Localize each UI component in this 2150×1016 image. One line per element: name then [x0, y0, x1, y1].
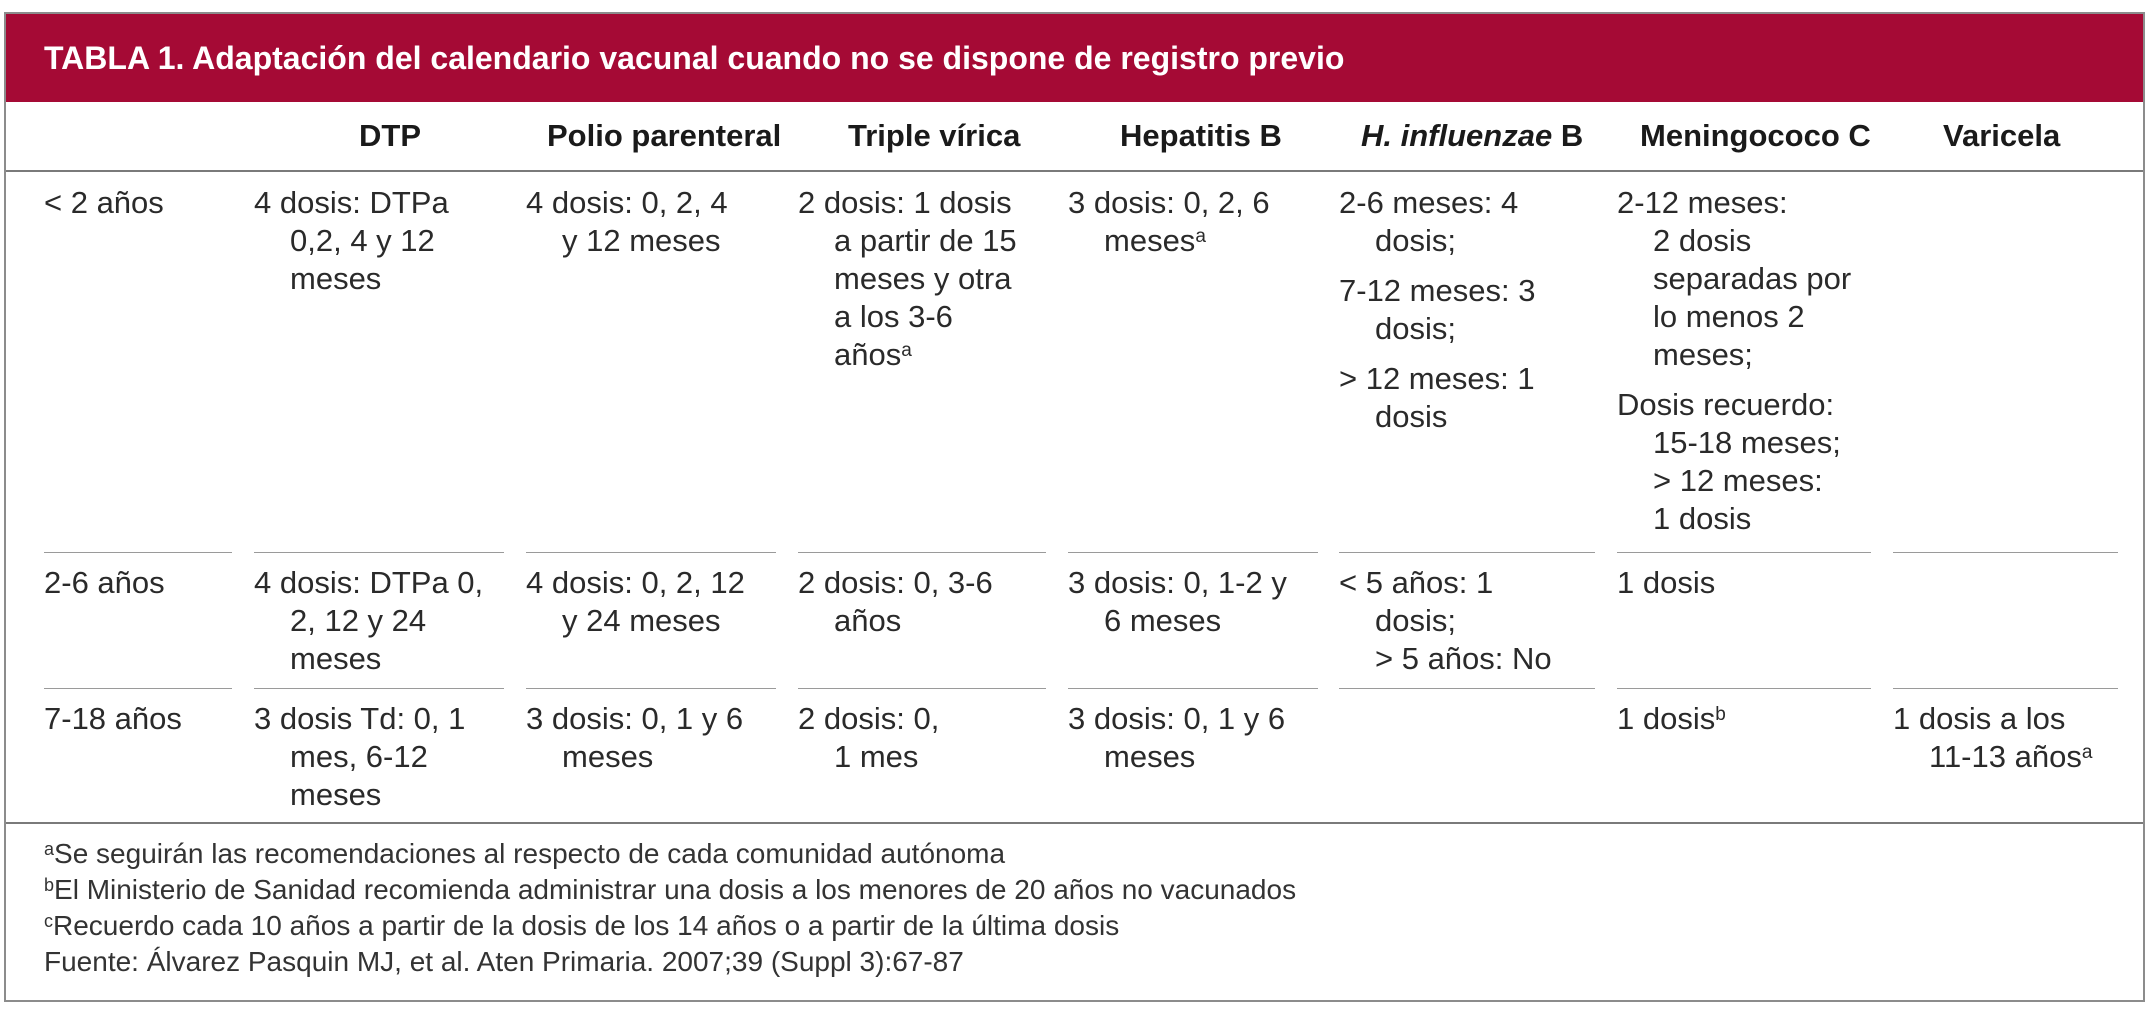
- cell-line: y 12 meses: [562, 223, 721, 258]
- cell-line: dosis;: [1375, 311, 1456, 346]
- header-rule: [6, 170, 2143, 172]
- cell-line: y 24 meses: [562, 603, 721, 638]
- cell-r3-mening: [1617, 700, 1726, 738]
- footnote-source: Fuente: Álvarez Pasquin MJ, et al. Aten Primaria. 2007;39 (Suppl 3):67-87: [44, 946, 964, 977]
- cell-line: 4 dosis: 0, 2, 4: [526, 185, 728, 220]
- row-rule: [526, 552, 776, 553]
- cell-line: lo menos 2: [1653, 299, 1805, 334]
- cell-line: 3 dosis: 0, 1 y 6: [526, 701, 744, 736]
- cell-line: meses: [290, 261, 382, 296]
- col-header-h-influenzae-b: B: [1560, 118, 1584, 153]
- row-label-2-6: 2-6 años: [44, 565, 165, 600]
- footnote-text: El Ministerio de Sanidad recomienda administrar una dosis a los menores de 20 años no vacunados: [54, 874, 1297, 905]
- row-rule: [1617, 552, 1871, 553]
- col-header-meningococo-c: Meningococo C: [1640, 118, 1871, 153]
- cell-line: meses: [290, 641, 382, 676]
- col-header-varicela: Varicela: [1943, 118, 2061, 153]
- footnote-text: Se seguirán las recomendaciones al respecto de cada comunidad autónoma: [54, 838, 1006, 869]
- cell-line: 6 meses: [1104, 603, 1222, 638]
- cell-line: separadas por: [1653, 261, 1852, 296]
- cell-r3-hepb: [1068, 700, 1285, 776]
- cell-line: 2 dosis: [1653, 223, 1752, 258]
- col-header-triple-virica: Triple vírica: [848, 118, 1021, 153]
- footnote-text: Recuerdo cada 10 años a partir de la dosis de los 14 años o a partir de la última dosis: [53, 910, 1120, 941]
- row-rule: [44, 688, 232, 689]
- cell-line: 15-18 meses;: [1653, 425, 1841, 460]
- table-frame: [4, 12, 2145, 1002]
- cell-line: 1 dosis a los: [1893, 701, 2066, 736]
- cell-r1-dtp: [254, 184, 449, 298]
- cell-line: meses: [1104, 739, 1196, 774]
- row-rule: [254, 552, 504, 553]
- footnote-marker: a: [901, 339, 912, 361]
- cell-line: [1893, 738, 2092, 776]
- cell-line: meses: [290, 777, 382, 812]
- cell-text: 11-13 años: [1929, 739, 2082, 774]
- row-label-lt2: < 2 años: [44, 185, 164, 220]
- cell-r1-mening: [1617, 184, 1851, 538]
- footnote-marker: a: [1195, 225, 1206, 247]
- cell-text: 1 dosis: [1617, 701, 1716, 736]
- footnote-marker: a: [44, 838, 55, 859]
- row-rule: [254, 688, 504, 689]
- cell-line: 3 dosis: 0, 2, 6: [1068, 185, 1270, 220]
- col-header-h-influenzae-italic: H. influenzae: [1361, 118, 1553, 153]
- row-rule: [1893, 688, 2118, 689]
- cell-line: dosis;: [1375, 223, 1456, 258]
- col-header-polio: Polio parenteral: [547, 118, 782, 153]
- footnote-marker: a: [2081, 741, 2093, 763]
- cell-line: 4 dosis: DTPa: [254, 185, 449, 220]
- cell-r3-varicela: [1893, 700, 2092, 776]
- cell-line: 4 dosis: 0, 2, 12: [526, 565, 745, 600]
- col-header-h-influenzae: [1361, 118, 1583, 154]
- footnote-marker: b: [44, 874, 55, 895]
- cell-text: años: [834, 337, 902, 372]
- footnote-rule: [6, 822, 2143, 824]
- cell-r2-dtp: [254, 564, 483, 678]
- cell-line: 3 dosis Td: 0, 1: [254, 701, 466, 736]
- cell-r2-mening: [1617, 564, 1715, 602]
- cell-line: a partir de 15: [834, 223, 1017, 258]
- cell-line: 2, 12 y 24: [290, 603, 427, 638]
- cell-line: Dosis recuerdo:: [1617, 387, 1835, 422]
- row-rule: [798, 552, 1046, 553]
- cell-line: [798, 336, 1017, 374]
- cell-line: meses y otra: [834, 261, 1012, 296]
- cell-r2-hepb: [1068, 564, 1287, 640]
- row-rule: [798, 688, 1046, 689]
- cell-line: 3 dosis: 0, 1 y 6: [1068, 701, 1286, 736]
- cell-r3-triple: [798, 700, 939, 776]
- cell-line: mes, 6-12: [290, 739, 428, 774]
- footnote-b: [44, 872, 1296, 908]
- cell-r1-hib: [1339, 184, 1535, 436]
- cell-line: 2-6 meses: 4: [1339, 185, 1519, 220]
- cell-line: 2 dosis: 0,: [798, 701, 940, 736]
- cell-line: 7-12 meses: 3: [1339, 273, 1536, 308]
- cell-line: meses: [562, 739, 654, 774]
- cell-line: < 5 años: 1: [1339, 565, 1494, 600]
- row-rule: [1068, 552, 1318, 553]
- row-rule: [1893, 552, 2118, 553]
- cell-r1-polio: [526, 184, 728, 260]
- cell-line: > 12 meses: 1: [1339, 361, 1535, 396]
- cell-line: meses;: [1653, 337, 1753, 372]
- footnote-marker: c: [44, 910, 53, 931]
- cell-r2-polio: [526, 564, 745, 640]
- footnote-c: [44, 908, 1119, 944]
- cell-r2-triple: [798, 564, 993, 640]
- cell-r3-dtp: [254, 700, 465, 814]
- footnote-marker: b: [1715, 703, 1726, 725]
- row-rule: [1068, 688, 1318, 689]
- cell-line: [1617, 700, 1726, 738]
- cell-line: 2 dosis: 0, 3-6: [798, 565, 993, 600]
- row-rule: [1617, 688, 1871, 689]
- col-header-hepatitis-b: Hepatitis B: [1120, 118, 1282, 153]
- cell-line: dosis;: [1375, 603, 1456, 638]
- cell-line: [1068, 222, 1270, 260]
- cell-line: > 12 meses:: [1653, 463, 1823, 498]
- cell-r2-hib: [1339, 564, 1552, 678]
- cell-line: a los 3-6: [834, 299, 953, 334]
- row-rule: [1339, 552, 1595, 553]
- col-header-dtp: DTP: [359, 118, 421, 153]
- cell-line: > 5 años: No: [1375, 641, 1552, 676]
- cell-line: 2-12 meses:: [1617, 185, 1788, 220]
- title-bar: [6, 14, 2143, 102]
- footnote-a: [44, 836, 1005, 872]
- cell-line: 4 dosis: DTPa 0,: [254, 565, 484, 600]
- cell-line: 1 mes: [834, 739, 919, 774]
- cell-line: 1 dosis: [1617, 565, 1716, 600]
- row-label-7-18: 7-18 años: [44, 701, 182, 736]
- cell-line: dosis: [1375, 399, 1448, 434]
- cell-r1-hepb: [1068, 184, 1270, 260]
- cell-line: 0,2, 4 y 12: [290, 223, 435, 258]
- table-title: TABLA 1. Adaptación del calendario vacunal cuando no se dispone de registro previo: [44, 40, 1345, 76]
- cell-line: 2 dosis: 1 dosis: [798, 185, 1012, 220]
- row-rule: [1339, 688, 1595, 689]
- cell-r1-triple: [798, 184, 1017, 374]
- cell-text: meses: [1104, 223, 1196, 258]
- row-rule: [526, 688, 776, 689]
- cell-r3-polio: [526, 700, 743, 776]
- cell-line: 1 dosis: [1653, 501, 1752, 536]
- cell-line: años: [834, 603, 902, 638]
- cell-line: 3 dosis: 0, 1-2 y: [1068, 565, 1287, 600]
- row-rule: [44, 552, 232, 553]
